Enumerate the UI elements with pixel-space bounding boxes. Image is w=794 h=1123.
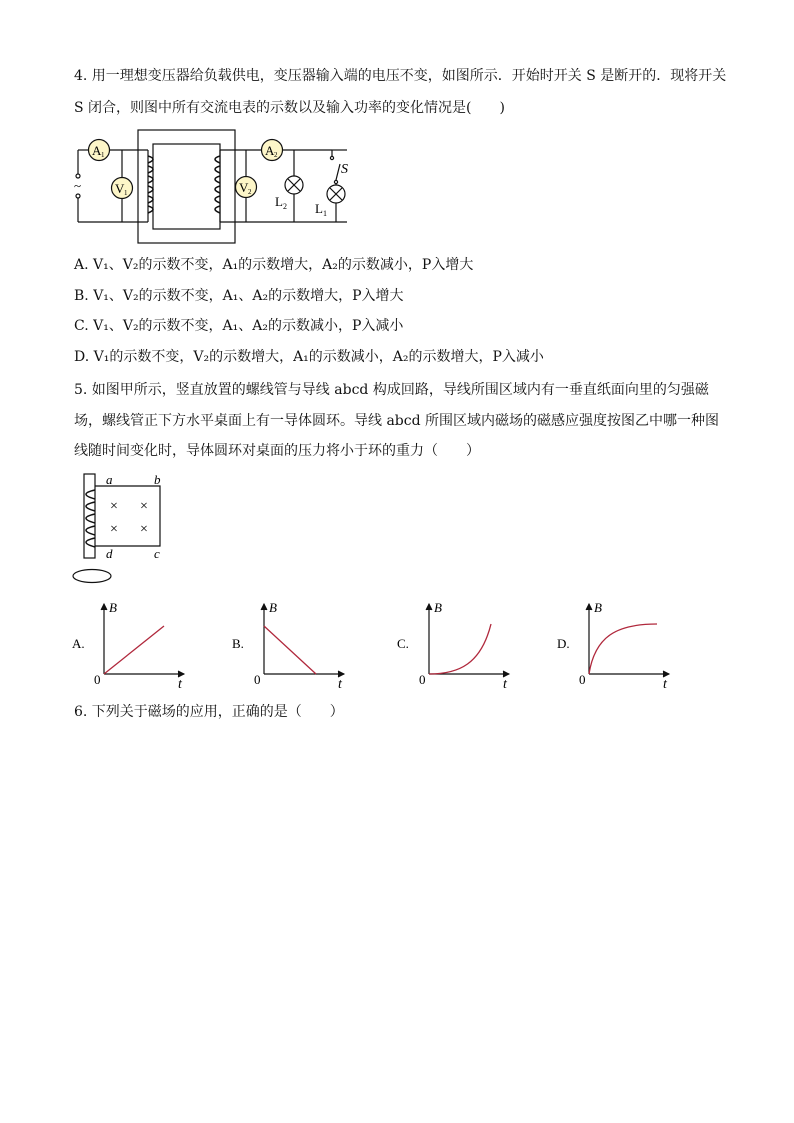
lamp-l1 (327, 185, 345, 203)
svg-text:V: V (239, 180, 249, 195)
q5-line2: 场，螺线管正下方水平桌面上有一导体圆环。导线 abcd 所围区域内磁场的磁感应强度按图乙中哪一种图 (74, 413, 720, 429)
b-t-curve (104, 626, 164, 674)
svg-text:×: × (140, 499, 148, 514)
graph-d (557, 598, 677, 688)
graph-a (72, 598, 192, 688)
q5-line1: 5. 如图甲所示，竖直放置的螺线管与导线 abcd 构成回路，导线所围区域内有一垂直纸面向里的匀强磁 (74, 382, 709, 398)
y-axis-arrow-icon (586, 604, 592, 610)
q4-line1: 4. 用一理想变压器给负载供电，变压器输入端的电压不变，如图所示．开始时开关 S 是断开的．现将开关 (74, 68, 727, 84)
voltmeter-v2 (236, 177, 257, 198)
magnetic-field-marks (110, 499, 148, 537)
lamp-l2-label: $L_2$ (275, 194, 287, 211)
conducting-ring (73, 570, 111, 583)
y-axis-label: B (434, 600, 442, 615)
y-axis-label: B (269, 600, 277, 615)
y-axis-arrow-icon (101, 604, 107, 610)
y-axis-label: B (109, 600, 117, 615)
graph-b (232, 598, 352, 688)
q4-option-c: C. V₁、V₂的示数不变，A₁、A₂的示数减小，P入减小 (74, 318, 404, 334)
voltmeter-v1 (112, 178, 133, 199)
y-axis-label: B (594, 600, 602, 615)
svg-text:×: × (110, 499, 118, 514)
wire-abcd (95, 486, 160, 546)
svg-text:×: × (140, 522, 148, 537)
solenoid-coil (86, 490, 95, 547)
origin-label: 0 (94, 672, 101, 687)
b-t-curve (429, 624, 491, 674)
x-axis-label: t (338, 677, 342, 688)
svg-text:V: V (115, 181, 125, 196)
svg-text:1: 1 (101, 151, 105, 159)
lamp-l2 (285, 176, 303, 194)
q4-line2: S 闭合，则图中所有交流电表的示数以及输入功率的变化情况是( ) (74, 100, 505, 116)
origin-label: 0 (254, 672, 261, 687)
graph-option-label: A. (72, 636, 85, 651)
svg-text:2: 2 (248, 188, 252, 196)
origin-label: 0 (579, 672, 586, 687)
point-b-label: b (154, 472, 161, 487)
graph-c (397, 598, 517, 688)
x-axis-label: t (503, 677, 507, 688)
x-axis-label: t (663, 677, 667, 688)
q4-option-b: B. V₁、V₂的示数不变，A₁、A₂的示数增大，P入增大 (74, 288, 404, 304)
origin-label: 0 (419, 672, 426, 687)
svg-text:A: A (92, 143, 102, 158)
ammeter-a2 (262, 140, 283, 161)
svg-text:A: A (265, 143, 275, 158)
graph-option-label: D. (557, 636, 570, 651)
transformer-circuit-diagram (70, 126, 360, 248)
point-a-label: a (106, 472, 113, 487)
svg-text:1: 1 (124, 189, 128, 197)
switch-label: S (341, 162, 348, 177)
lamp-l1-label: $L_1$ (315, 201, 327, 218)
ammeter-a1 (89, 140, 110, 161)
solenoid-loop-diagram (70, 470, 170, 588)
x-axis-label: t (178, 677, 182, 688)
svg-text:×: × (110, 522, 118, 537)
graph-option-label: B. (232, 636, 244, 651)
graph-option-label: C. (397, 636, 409, 651)
q5-line3: 线随时间变化时，导体圆环对桌面的压力将小于环的重力（ ） (74, 443, 480, 459)
point-c-label: c (154, 546, 160, 561)
ac-source-symbol: ~ (74, 178, 82, 193)
y-axis-arrow-icon (426, 604, 432, 610)
q6-line1: 6. 下列关于磁场的应用，正确的是（ ） (74, 704, 344, 720)
q4-option-a: A. V₁、V₂的示数不变，A₁的示数增大，A₂的示数减小，P入增大 (74, 257, 474, 273)
b-t-curve (264, 626, 316, 674)
transformer-core-inner (153, 144, 220, 229)
point-d-label: d (106, 546, 113, 561)
y-axis-arrow-icon (261, 604, 267, 610)
svg-text:2: 2 (274, 151, 278, 159)
q4-option-d: D. V₁的示数不变，V₂的示数增大，A₁的示数减小，A₂的示数增大，P入减小 (74, 349, 544, 365)
b-t-curve (589, 624, 657, 674)
